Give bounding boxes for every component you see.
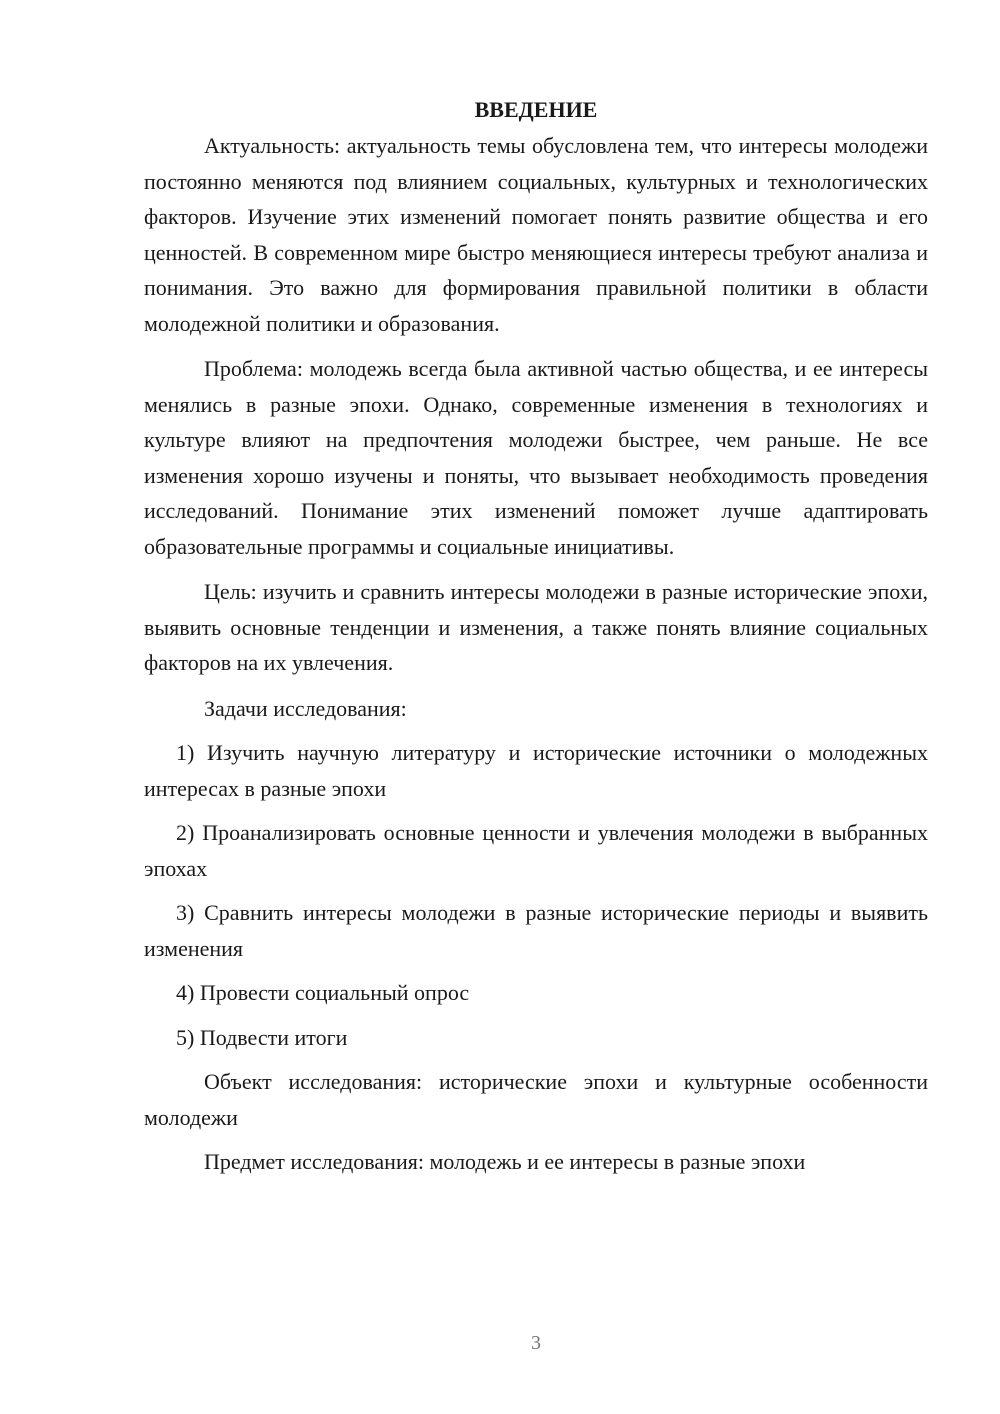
tasks-heading: Задачи исследования: (204, 695, 407, 721)
task-item: 4) Провести социальный опрос (176, 980, 470, 1005)
object-paragraph: Объект исследования: исторические эпохи и культурные особенности молодежи (144, 1069, 928, 1130)
task-item: 5) Подвести итоги (176, 1024, 348, 1050)
section-heading: ВВЕДЕНИЕ (474, 97, 598, 122)
tasks-list (144, 735, 928, 1055)
problem-paragraph: Проблема: молодежь всегда была активной частью общества, и ее интересы менялись в разные эпохи. Однако, современные изменения в технологиях и культуре влияют на предпочтения молодежи быстрее, чем раньше. Не все изменения хорошо изучены и поняты, что вызывает необходимость проведения исследований. Понимание этих изменений поможет лучше адаптировать образовательные программы и социальные инициативы. (144, 356, 928, 559)
page-content (144, 92, 928, 1190)
subject-paragraph: Предмет исследования: молодежь и ее интересы в разные эпохи (204, 1149, 806, 1174)
goal-paragraph: Цель: изучить и сравнить интересы молодежи в разные исторические эпохи, выявить основные тенденции и изменения, а также понять влияние социальных факторов на их увлечения. (144, 579, 928, 675)
relevance-paragraph: Актуальность: актуальность темы обусловлена тем, что интересы молодежи постоянно меняются под влиянием социальных, культурных и технологических факторов. Изучение этих изменений помогает понять развитие общества и его ценностей. В современном мире быстро меняющиеся интересы требуют анализа и понимания. Это важно для формирования правильной политики в области молодежной политики и образования. (144, 133, 928, 336)
task-item: 2) Проанализировать основные ценности и увлечения молодежи в выбранных эпохах (144, 820, 928, 881)
task-item: 3) Сравнить интересы молодежи в разные исторические периоды и выявить изменения (144, 900, 928, 961)
task-item: 1) Изучить научную литературу и исторические источники о молодежных интересах в разные эпохи (144, 740, 928, 801)
page-number: 3 (531, 1332, 541, 1354)
